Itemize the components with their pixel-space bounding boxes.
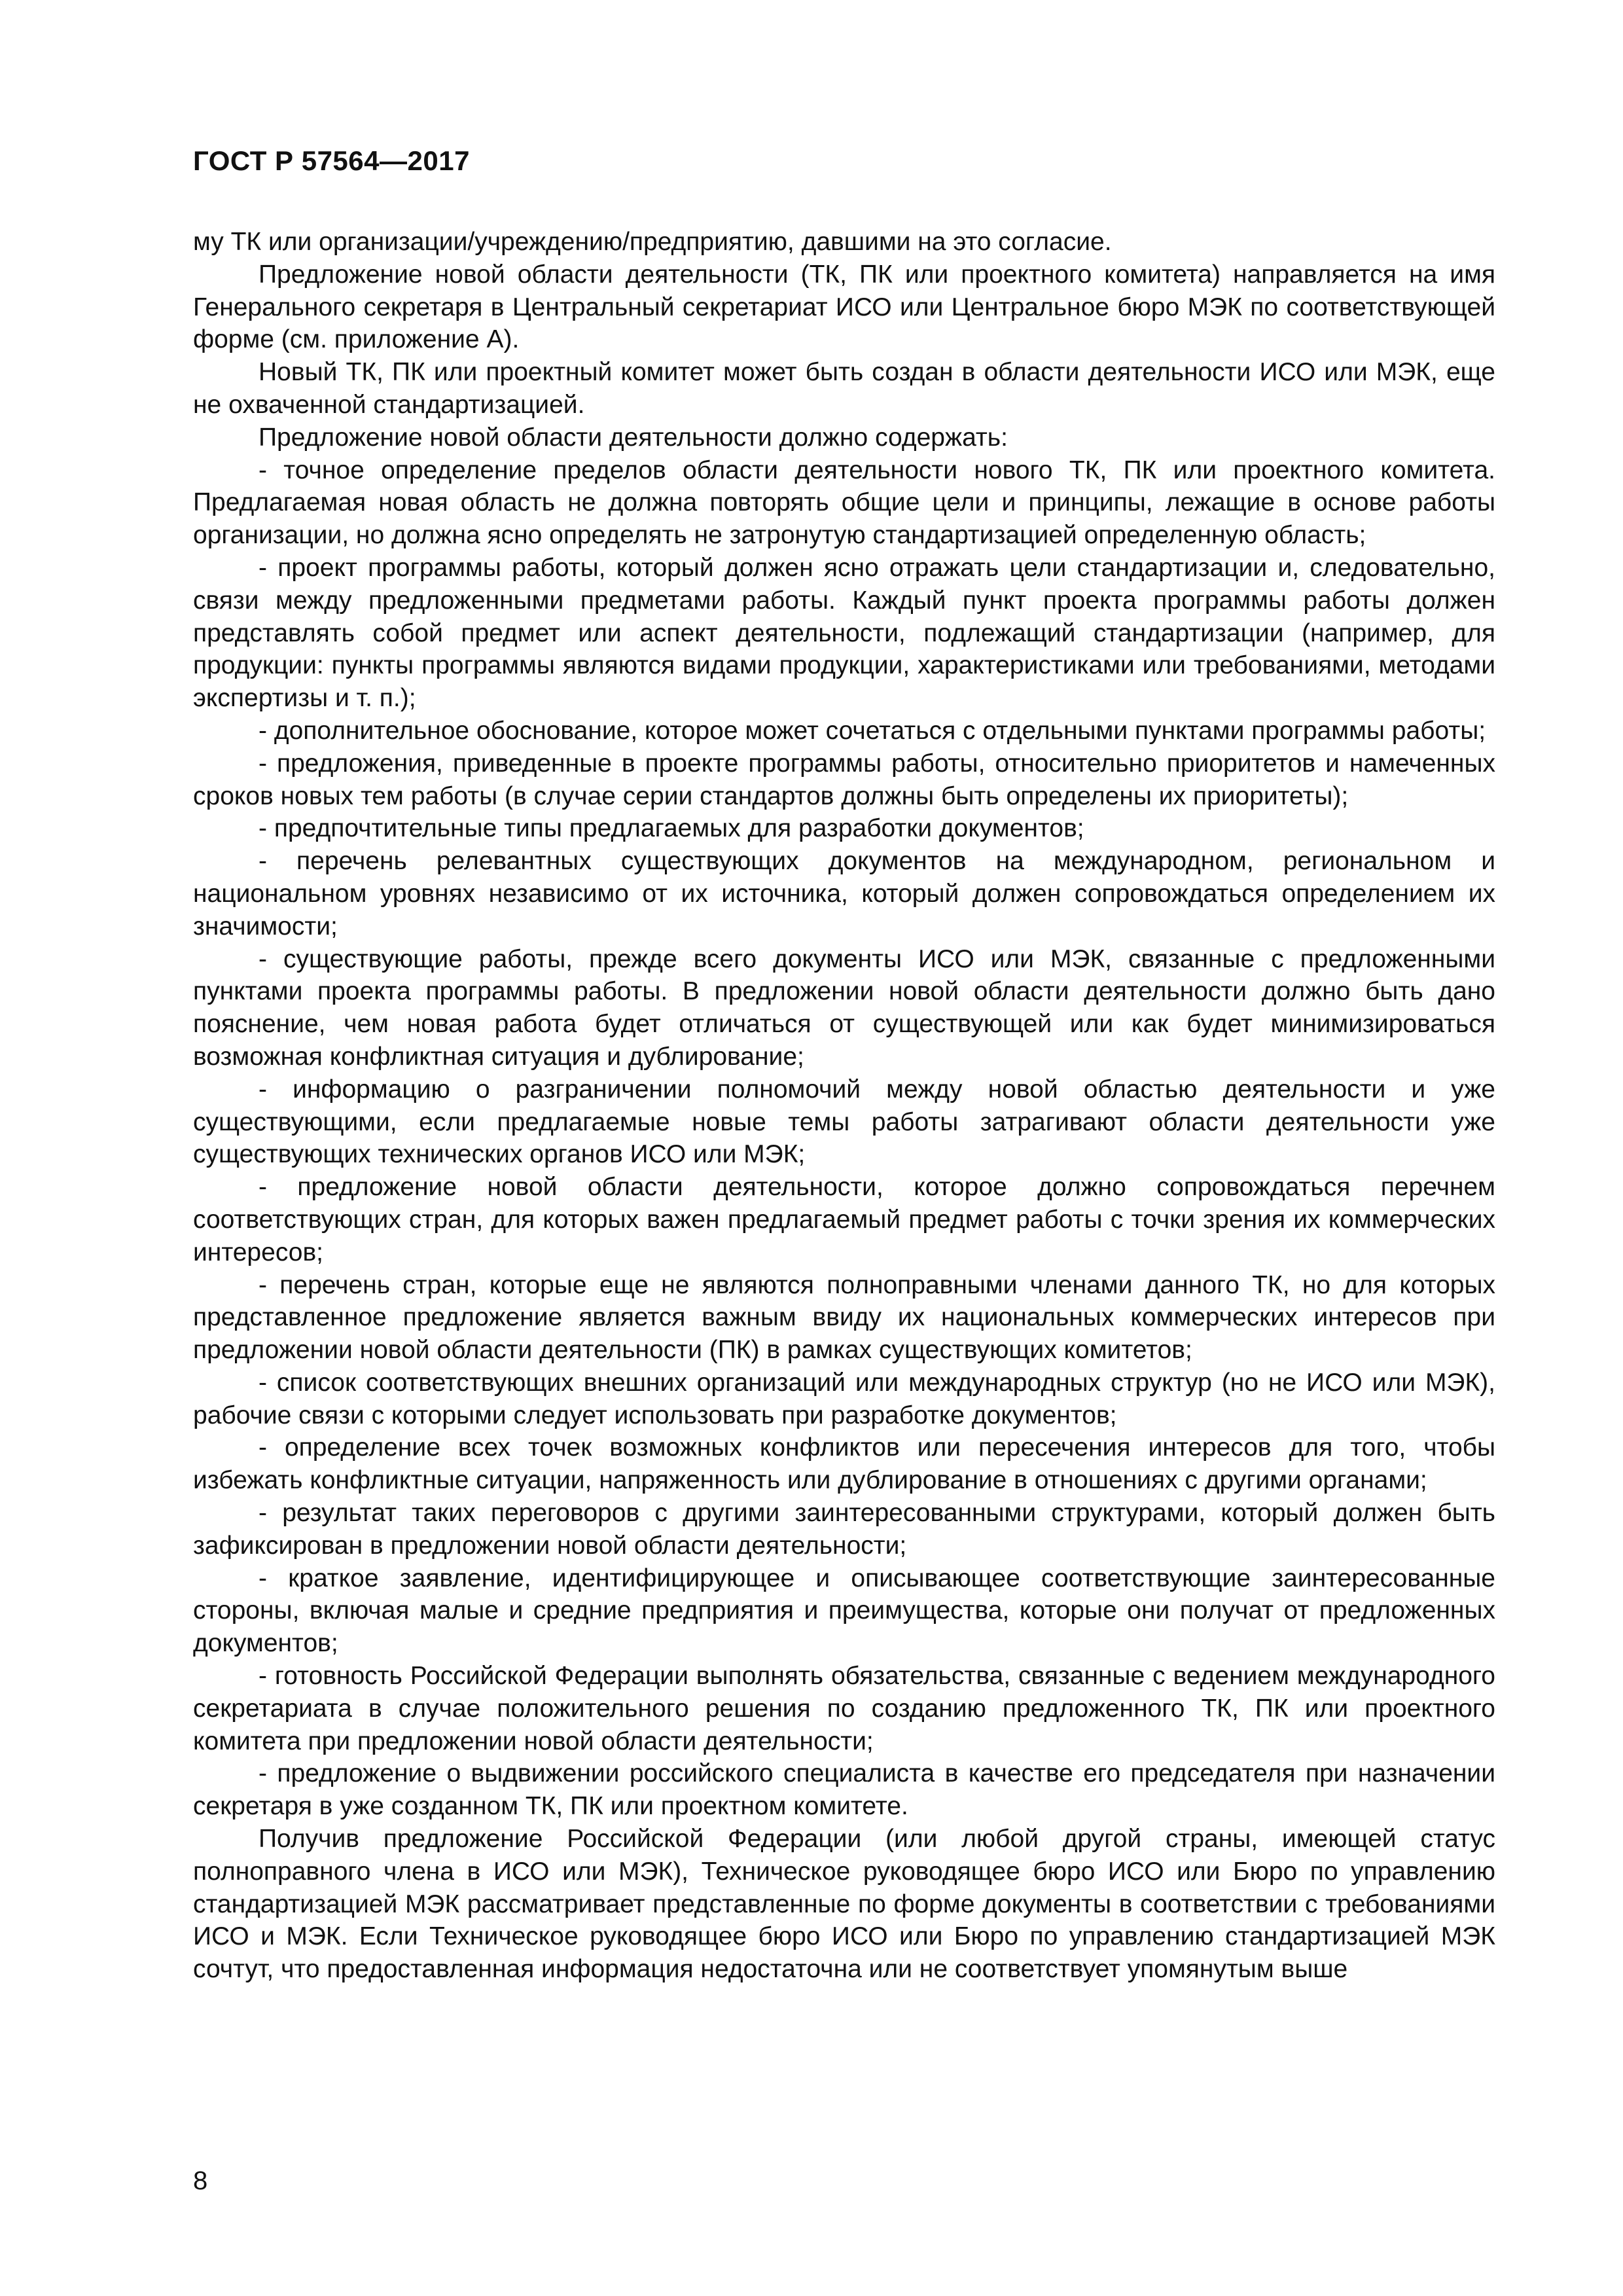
- page-number: 8: [193, 2166, 208, 2195]
- body-paragraph: - дополнительное обоснование, которое может сочетаться с отдельными пунктами программы работы;: [259, 716, 1486, 745]
- body-paragraph: - список соответствующих внешних организаций или международных структур (но не ИСО или МЭК), рабочие связи с которыми следует использовать при разработке документов;: [193, 1368, 1495, 1429]
- body-paragraph: - точное определение пределов области деятельности нового ТК, ПК или проектного комитета. Предлагаемая новая область не должна повторять общие цели и принципы, лежащие в основе работы организации, но должна ясно определять не затронутую стандартизацией определенную область;: [193, 456, 1495, 550]
- body-paragraph: - информацию о разграничении полномочий между новой областью деятельности и уже существующими, если предлагаемые новые темы работы затрагивают области деятельности уже существующих технических органов ИСО или МЭК;: [193, 1075, 1495, 1169]
- body-paragraph: Предложение новой области деятельности должно содержать:: [259, 423, 1008, 452]
- body-paragraph: - определение всех точек возможных конфликтов или пересечения интересов для того, чтобы избежать конфликтные ситуации, напряженность или дублирование в отношениях с другими органами;: [193, 1433, 1495, 1495]
- body-paragraph: - перечень релевантных существующих документов на международном, региональном и национальном уровнях независимо от их источника, который должен сопровождаться определением их значимости;: [193, 847, 1495, 941]
- body-paragraph: - краткое заявление, идентифицирующее и описывающее соответствующие заинтересованные стороны, включая малые и средние предприятия и преимущества, которые они получат от предложенных документов;: [193, 1564, 1495, 1658]
- body-paragraph: му ТК или организации/учреждению/предприятию, давшими на это согласие.: [193, 228, 1112, 256]
- body-paragraph: - готовность Российской Федерации выполнять обязательства, связанные с ведением международного секретариата в случае положительного решения по созданию предложенного ТК, ПК или проектного комитета при предложении новой области деятельности;: [193, 1662, 1495, 1755]
- body-paragraph: - предпочтительные типы предлагаемых для разработки документов;: [259, 814, 1084, 843]
- body-paragraph: Новый ТК, ПК или проектный комитет может быть создан в области деятельности ИСО или МЭК, еще не охваченной стандартизацией.: [193, 358, 1495, 419]
- body-paragraph: - предложение о выдвижении российского специалиста в качестве его председателя при назначении секретаря в уже созданном ТК, ПК или проектном комитете.: [193, 1759, 1495, 1821]
- body-paragraph: - результат таких переговоров с другими заинтересованными структурами, который должен быть зафиксирован в предложении новой области деятельности;: [193, 1499, 1495, 1560]
- body-paragraph: - проект программы работы, который должен ясно отражать цели стандартизации и, следовательно, связи между предложенными предметами работы. Каждый пункт проекта программы работы должен представлять собой предмет или аспект деятельности, подлежащий стандартизации (например, для продукции: пункты программы являются видами продукции, характеристиками или требованиями, методами экспертизы и т. п.);: [193, 553, 1495, 713]
- body-paragraph: - перечень стран, которые еще не являются полноправными членами данного ТК, но для которых представленное предложение является важным ввиду их национальных коммерческих интересов при предложении новой области деятельности (ПК) в рамках существующих комитетов;: [193, 1270, 1495, 1365]
- document-code-header: ГОСТ Р 57564—2017: [193, 145, 470, 176]
- body-paragraph: - существующие работы, прежде всего документы ИСО или МЭК, связанные с предложенными пунктами проекта программы работы. В предложении новой области деятельности должно быть дано пояснение, чем новая работа будет отличаться от существующей или как будет минимизироваться возможная конфликтная ситуация и дублирование;: [193, 944, 1495, 1071]
- body-paragraph: Получив предложение Российской Федерации (или любой другой страны, имеющей статус полноправного члена в ИСО или МЭК), Техническое руководящее бюро ИСО или Бюро по управлению стандартизацией МЭК рассматривает представленные по форме документы в соответствии с требованиями ИСО и МЭК. Если Техническое руководящее бюро ИСО или Бюро по управлению стандартизацией МЭК сочтут, что предоставленная информация недостаточна или не соответствует упомянутым выше: [193, 1825, 1495, 1984]
- body-paragraph: - предложение новой области деятельности, которое должно сопровождаться перечнем соответствующих стран, для которых важен предлагаемый предмет работы с точки зрения их коммерческих интересов;: [193, 1173, 1495, 1266]
- document-body: [193, 226, 1495, 1986]
- body-paragraph: - предложения, приведенные в проекте программы работы, относительно приоритетов и намеченных сроков новых тем работы (в случае серии стандартов должны быть определены их приоритеты);: [193, 749, 1495, 810]
- body-paragraph: Предложение новой области деятельности (ТК, ПК или проектного комитета) направляется на имя Генерального секретаря в Центральный секретариат ИСО или Центральное бюро МЭК по соответствующей форме (см. приложение А).: [193, 260, 1495, 354]
